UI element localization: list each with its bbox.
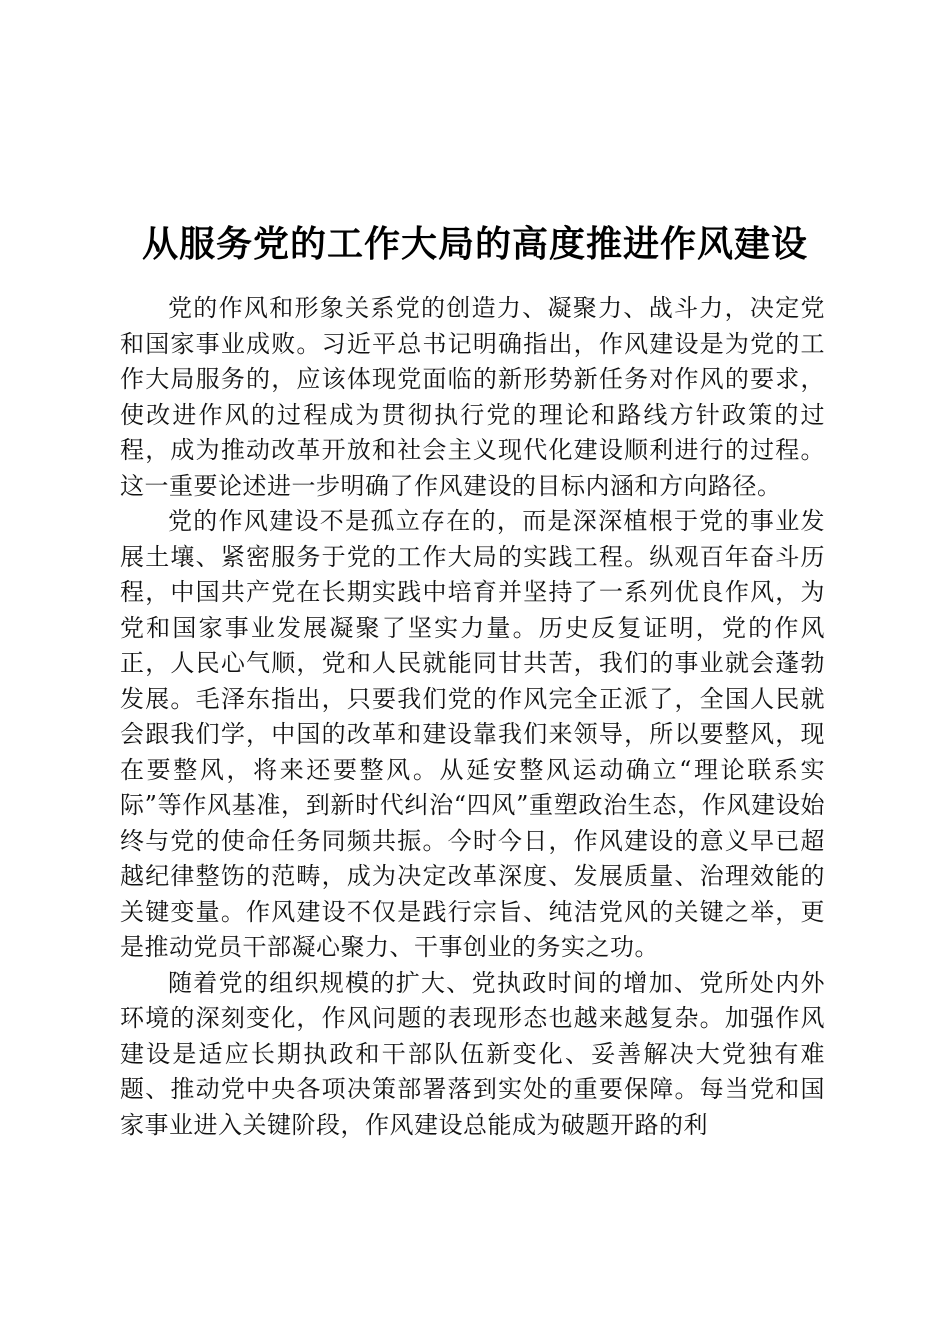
document-body (120, 291, 825, 1143)
paragraph-3: 随着党的组织规模的扩大、党执政时间的增加、党所处内外环境的深刻变化，作风问题的表现形态也越来越复杂。加强作风建设是适应长期执政和干部队伍新变化、妥善解决大党独有难题、推动党中央各项决策部署落到实处的重要保障。每当党和国家事业进入关键阶段，作风建设总能成为破题开路的利 (120, 968, 825, 1139)
paragraph-2: 党的作风建设不是孤立存在的，而是深深植根于党的事业发展土壤、紧密服务于党的工作大局的实践工程。纵观百年奋斗历程，中国共产党在长期实践中培育并坚持了一系列优良作风，为党和国家事业发展凝聚了坚实力量。历史反复证明，党的作风正，人民心气顺，党和人民就能同甘共苦，我们的事业就会蓬勃发展。毛泽东指出，只要我们党的作风完全正派了，全国人民就会跟我们学，中国的改革和建设靠我们来领导，所以要整风，现在要整风，将来还要整风。从延安整风运动确立“理论联系实际”等作风基准，到新时代纠治“四风”重塑政治生态，作风建设始终与党的使命任务同频共振。今时今日，作风建设的意义早已超越纪律整饬的范畴，成为决定改革深度、发展质量、治理效能的关键变量。作风建设不仅是践行宗旨、纯洁党风的关键之举，更是推动党员干部凝心聚力、干事创业的务实之功。 (120, 507, 825, 961)
document-title: 从服务党的工作大局的高度推进作风建设 (141, 223, 808, 266)
paragraph-1: 党的作风和形象关系党的创造力、凝聚力、战斗力，决定党和国家事业成败。习近平总书记明确指出，作风建设是为党的工作大局服务的，应该体现党面临的新形势新任务对作风的要求，使改进作风的过程成为贯彻执行党的理论和路线方针政策的过程，成为推动改革开放和社会主义现代化建设顺利进行的过程。这一重要论述进一步明确了作风建设的目标内涵和方向路径。 (120, 294, 825, 500)
